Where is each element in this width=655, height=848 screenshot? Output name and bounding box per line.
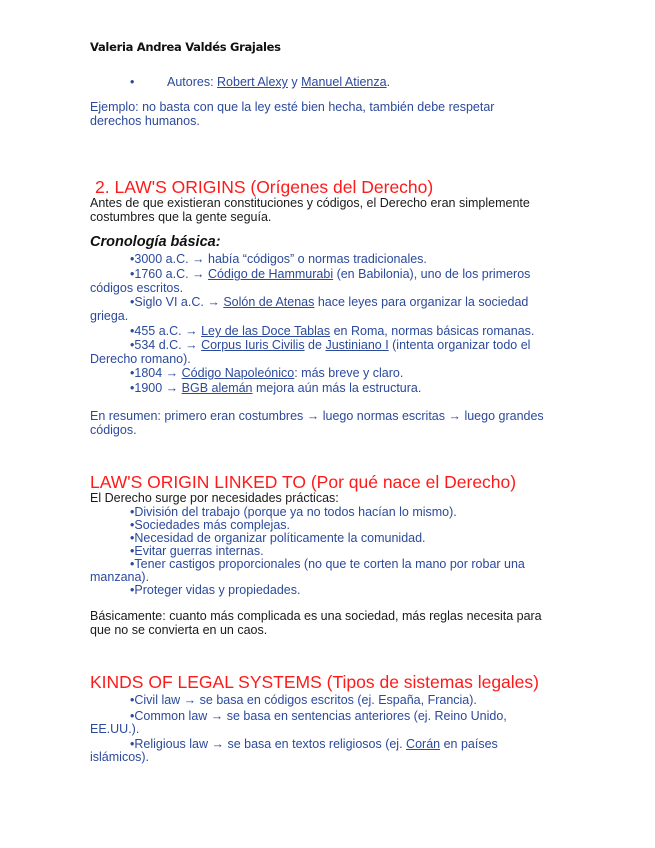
link-bgb-aleman[interactable]: BGB alemán (181, 381, 253, 395)
section3-intro: El Derecho surge por necesidades prácticas: (90, 491, 339, 505)
timeline-item-3000: •3000 a.C. → había “códigos” o normas tradicionales. (130, 252, 427, 266)
link-coran[interactable]: Corán (406, 737, 441, 751)
timeline-item-1804 (130, 366, 403, 380)
system-item-civil: •Civil law → se basa en códigos escritos (ej. España, Francia). (130, 693, 477, 707)
reason-item: •Sociedades más complejas. (130, 518, 291, 532)
item-text: •Siglo VI a.C. → (130, 295, 224, 309)
link-corpus-iuris[interactable]: Corpus Iuris Civilis (201, 338, 305, 352)
item-text: en Roma, normas básicas romanas. (330, 324, 535, 338)
authors-suffix: . (386, 75, 391, 89)
item-text: mejora aún más la estructura. (252, 381, 422, 395)
timeline-item-534-cont: Derecho romano). (90, 352, 191, 366)
item-text: (intenta organizar todo el (388, 338, 531, 352)
link-doce-tablas[interactable]: Ley de las Doce Tablas (201, 324, 331, 338)
item-text: •1900 → (130, 381, 182, 395)
item-text: •1804 → (130, 366, 182, 380)
authors-line (167, 75, 390, 89)
item-text: •Religious law → se basa en textos religiosos (ej. (130, 737, 407, 751)
timeline-item-1760-cont: códigos escritos. (90, 281, 184, 295)
section2-summary-line2: códigos. (90, 423, 137, 437)
example-line-2: derechos humanos. (90, 114, 200, 128)
timeline-item-1900 (130, 381, 421, 395)
item-text: •1760 a.C. → (130, 267, 209, 281)
timeline-item-siglo-vi-cont: griega. (90, 309, 129, 323)
section-title-legal-systems: KINDS OF LEGAL SYSTEMS (Tipos de sistemas legales) (90, 672, 539, 692)
item-text: •455 a.C. → (130, 324, 202, 338)
section-title-laws-origins: 2. LAW'S ORIGINS (Orígenes del Derecho) (95, 177, 434, 197)
section3-summary-line2: que no se convierta en un caos. (90, 623, 268, 637)
item-text: •534 d.C. → (130, 338, 202, 352)
reason-item: •Tener castigos proporcionales (no que te corten la mano por robar una (130, 557, 525, 571)
section2-p1-line1: Antes de que existieran constituciones y códigos, el Derecho eran simplemente (90, 196, 530, 210)
link-justiniano[interactable]: Justiniano I (325, 338, 389, 352)
timeline-item-455 (130, 324, 534, 338)
cronologia-heading: Cronología básica: (90, 234, 221, 250)
reason-item: •Necesidad de organizar políticamente la comunidad. (130, 531, 426, 545)
item-text: de (304, 338, 326, 352)
link-robert-alexy[interactable]: Robert Alexy (217, 75, 288, 89)
link-manuel-atienza[interactable]: Manuel Atienza (301, 75, 387, 89)
section2-p1-line2: costumbres que la gente seguía. (90, 210, 272, 224)
link-solon-atenas[interactable]: Solón de Atenas (223, 295, 315, 309)
author-header: Valeria Andrea Valdés Grajales (90, 40, 281, 54)
reason-item: •División del trabajo (porque ya no todos hacían lo mismo). (130, 505, 457, 519)
link-codigo-hammurabi[interactable]: Código de Hammurabi (208, 267, 334, 281)
reason-item: •Proteger vidas y propiedades. (130, 583, 301, 597)
system-item-religious-cont: islámicos). (90, 750, 150, 764)
system-item-religious (130, 737, 498, 751)
section-title-origin-linked: LAW'S ORIGIN LINKED TO (Por qué nace el Derecho) (90, 472, 517, 492)
section3-summary-line1: Básicamente: cuanto más complicada es una sociedad, más reglas necesita para (90, 609, 542, 623)
item-text: hace leyes para organizar la sociedad (314, 295, 529, 309)
item-text: en países (440, 737, 498, 751)
authors-prefix: Autores: (167, 75, 218, 89)
authors-connector: y (287, 75, 302, 89)
reason-item: •Evitar guerras internas. (130, 544, 264, 558)
system-item-common-cont: EE.UU.). (90, 722, 140, 736)
system-item-common: •Common law → se basa en sentencias anteriores (ej. Reino Unido, (130, 709, 507, 723)
item-text: : más breve y claro. (294, 366, 404, 380)
item-text: (en Babilonia), uno de los primeros (333, 267, 531, 281)
link-codigo-napoleonico[interactable]: Código Napoleónico (181, 366, 295, 380)
timeline-item-534 (130, 338, 530, 352)
reason-item-cont: manzana). (90, 570, 150, 584)
timeline-item-1760 (130, 267, 530, 281)
bullet: • (130, 75, 135, 89)
timeline-item-siglo-vi (130, 295, 528, 309)
section2-summary-line1: En resumen: primero eran costumbres → luego normas escritas → luego grandes (90, 409, 544, 423)
example-line-1: Ejemplo: no basta con que la ley esté bien hecha, también debe respetar (90, 100, 495, 114)
